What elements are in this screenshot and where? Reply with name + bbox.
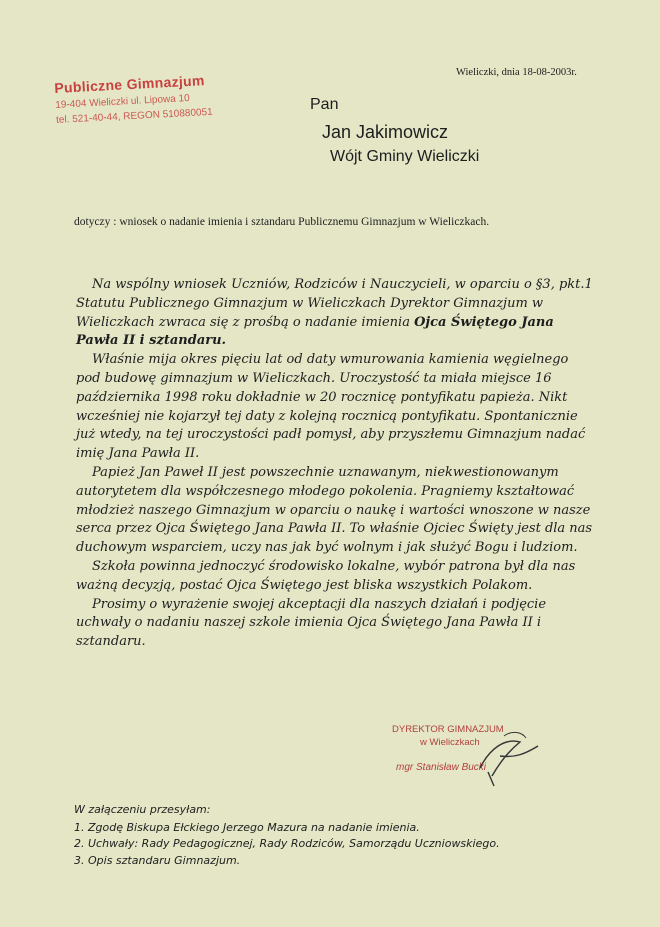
body-paragraph-5: Prosimy o wyrażenie swojej akceptacji dla naszych działań i podjęcie uchwały o nadaniu naszej szkole imienia Ojca Świętego Jana Pawła II i sztandaru. [76,596,547,650]
attachment-item: 3. Opis sztandaru Gimnazjum. [74,853,241,867]
attachments-section [74,802,500,869]
subject-line: dotyczy : wniosek o nadanie imienia i sztandaru Publicznemu Gimnazjum w Wieliczkach. [74,216,490,228]
recipient-salutation: Pan [310,96,339,113]
recipient-block [310,96,479,166]
body-paragraph-1 [76,276,596,351]
school-header-stamp [54,71,226,126]
stamp-title: Publiczne Gimnazjum [54,72,206,96]
director-stamp-line3: mgr Stanisław Bucki [396,762,487,773]
body-paragraph-1-bold: Ojca Świętego Jana Pawła II i sztandaru. [76,314,554,349]
recipient-title: Wójt Gminy Wieliczki [330,148,480,165]
body-paragraph-1-text: Na wspólny wniosek Uczniów, Rodziców i Nauczycieli, w oparciu o §3, pkt.1 Statutu Publicznego Gimnazjum w Wieliczkach Dyrektor Gimnazjum w Wieliczkach zwraca się z prośbą o nadanie imienia [76,277,593,330]
stamp-contact: tel. 521-40-44, REGON 510880051 [55,106,213,126]
attachments-list [74,820,500,870]
handwritten-signature [430,728,550,788]
letter-body [76,276,596,652]
director-stamp-line2: w Wieliczkach [420,737,480,748]
stamp-address: 19-404 Wieliczki ul. Lipowa 10 [55,92,190,111]
recipient-name: Jan Jakimowicz [322,122,449,142]
body-paragraph-2: Właśnie mija okres pięciu lat od daty wmurowania kamienia węgielnego pod budowę gimnazjum w Wieliczkach. Uroczystość ta miała miejsce 16 października 1998 roku dokładnie w 20 rocznicę pontyfikatu papieża. Nikt wcześniej nie kojarzył tej daty z kolejną rocznicą pontyfikatu. Spontanicznie już wtedy, na tej uroczystości padł pomysł, aby przyszłemu Gimnazjum nadać imię Jana Pawła II. [76,352,586,462]
attachment-item: 1. Zgodę Biskupa Ełckiego Jerzego Mazura na nadanie imienia. [74,820,420,834]
body-paragraph-4: Szkoła powinna jednoczyć środowisko lokalne, wybór patrona był dla nas ważną decyzją, postać Ojca Świętego jest bliska wszystkich Polakom. [76,558,576,593]
director-stamp-line1: DYREKTOR GIMNAZJUM [392,724,504,735]
letter-date: Wieliczki, dnia 18-08-2003r. [456,67,577,78]
body-paragraph-3: Papież Jan Paweł II jest powszechnie uznawanym, niekwestionowanym autorytetem dla współczesnego młodego pokolenia. Pragniemy kształtować młodzież naszego Gimnazjum w oparciu o naukę i wartości wnoszone w nasze serca przez Ojca Świętego Jana Pawła II. To właśnie Ojciec Święty jest dla nas duchowym wsparciem, uczy nas jak być wolnym i jak służyć Bogu i ludziom. [76,464,593,556]
attachments-heading: W załączeniu przesyłam: [74,803,211,816]
attachment-item: 2. Uchwały: Rady Pedagogicznej, Rady Rodziców, Samorządu Uczniowskiego. [74,837,500,850]
